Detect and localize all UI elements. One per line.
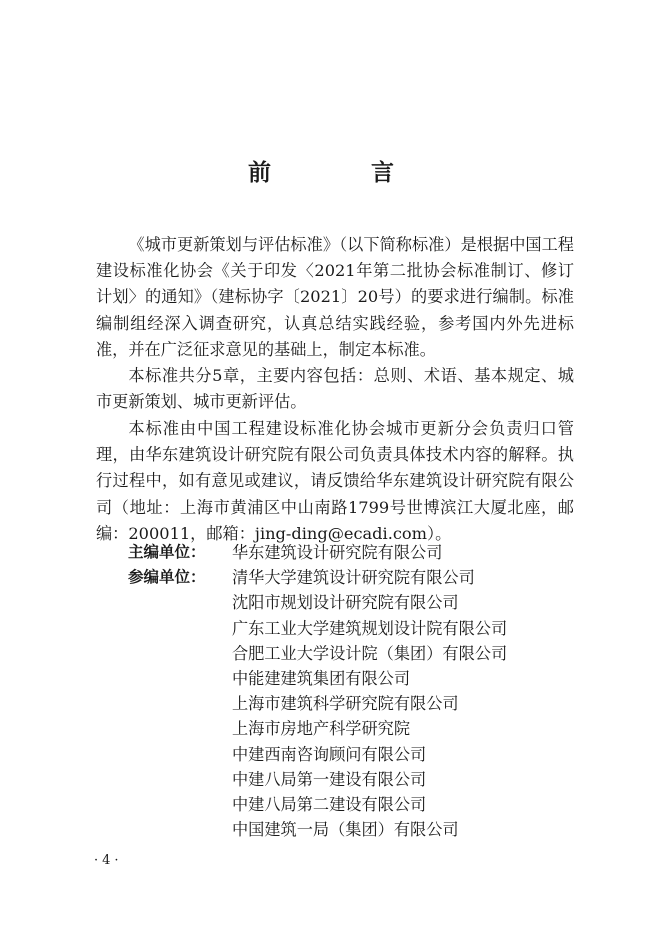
participant-row [128, 817, 507, 842]
participant-unit: 广东工业大学建筑规划设计院有限公司 [232, 618, 508, 638]
chief-editor-row [128, 540, 507, 565]
chief-editor-unit: 华东建筑设计研究院有限公司 [232, 543, 443, 562]
participant-row [128, 590, 507, 615]
participant-row [128, 767, 507, 792]
participant-unit: 中能建建筑集团有限公司 [232, 669, 411, 689]
participant-unit: 合肥工业大学设计院（集团）有限公司 [232, 643, 508, 663]
participant-row [128, 742, 507, 767]
participant-unit: 上海市房地产科学研究院 [232, 719, 411, 739]
participant-row [128, 616, 507, 641]
participant-unit: 中建八局第一建设有限公司 [232, 769, 427, 789]
participant-unit: 中建西南咨询顾问有限公司 [232, 744, 427, 764]
participant-unit: 上海市建筑科学研究院有限公司 [232, 694, 459, 714]
page-title: 前 言 [247, 160, 440, 186]
paragraph-text: 本标准由中国工程建设标准化协会城市更新分会负责归口管理，由华东建筑设计研究院有限公司负责具体技术内容的解释。执行过程中，如有意见或建议，请反馈给华东建筑设计研究院有限公司（地址：上海市黄浦区中山南路1799号世博滨江大厦北座，邮编：200011，邮箱：jing-ding@ecadi.com）。 [96, 419, 574, 543]
participants-label: 参编单位： [128, 568, 206, 587]
participant-row [128, 641, 507, 666]
foreword-paragraph-3 [96, 416, 574, 547]
editing-units [128, 540, 507, 842]
participant-unit: 沈阳市规划设计研究院有限公司 [232, 593, 459, 613]
participant-unit: 中国建筑一局（集团）有限公司 [232, 820, 459, 840]
participant-row [128, 565, 507, 590]
participant-row [128, 691, 507, 716]
participant-unit: 清华大学建筑设计研究院有限公司 [232, 568, 475, 588]
paragraph-text: 本标准共分5章，主要内容包括：总则、术语、基本规定、城市更新策划、城市更新评估。 [96, 366, 574, 412]
page-number: ·4· [94, 853, 123, 868]
participant-row [128, 792, 507, 817]
participant-unit: 中建八局第二建设有限公司 [232, 795, 427, 815]
participant-row [128, 666, 507, 691]
foreword-paragraph-2 [96, 363, 574, 415]
participant-row [128, 716, 507, 741]
paragraph-text: 《城市更新策划与评估标准》（以下简称标准）是根据中国工程建设标准化协会《关于印发〈2021年第二批协会标准制订、修订计划〉的通知》（建标协字〔2021〕20号）的要求进行编制。标准编制组经深入调查研究，认真总结实践经验，参考国内外先进标准，并在广泛征求意见的基础上，制定本标准。 [96, 235, 574, 359]
chief-editor-label: 主编单位： [128, 543, 206, 561]
foreword-paragraph-1 [96, 232, 574, 363]
